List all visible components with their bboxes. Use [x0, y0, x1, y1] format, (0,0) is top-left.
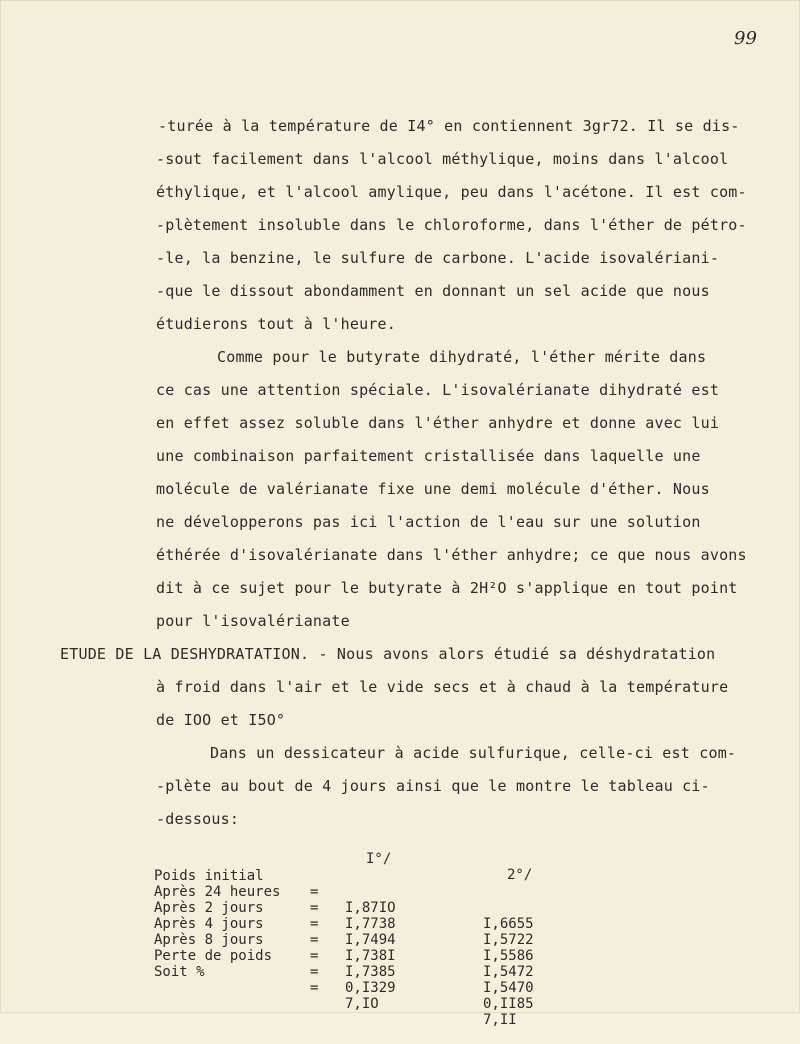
equals-sign: = — [310, 980, 319, 996]
text-line: éthylique, et l'alcool amylique, peu dans l'acétone. Il est com- — [156, 183, 747, 201]
text-line: pour l'isovalérianate — [156, 612, 350, 630]
value-1: I,7385 — [345, 964, 396, 980]
value-1: I,87IO — [345, 900, 396, 916]
equals-sign: = — [310, 948, 319, 964]
text-line: ne développerons pas ici l'action de l'eau sur une solution — [156, 513, 701, 531]
equals-sign: = — [310, 884, 319, 900]
row-label: Après 24 heures — [154, 884, 281, 900]
text-line: en effet assez soluble dans l'éther anhydre et donne avec lui — [156, 414, 720, 432]
value-2: I,5586 — [483, 948, 534, 964]
page-number: 99 — [734, 28, 757, 49]
text-line: -que le dissout abondamment en donnant un sel acide que nous — [156, 282, 710, 300]
text-line: -le, la benzine, le sulfure de carbone. L'acide isovalériani- — [156, 249, 720, 267]
text-line: à froid dans l'air et le vide secs et à chaud à la température — [156, 678, 729, 696]
text-line: de IOO et I5O° — [156, 711, 286, 729]
row-label: Après 2 jours — [154, 900, 264, 916]
text-line: -sout facilement dans l'alcool méthylique, moins dans l'alcool — [156, 150, 729, 168]
text-line: -plète au bout de 4 jours ainsi que le montre le tableau ci- — [156, 777, 710, 795]
value-1: 7,IO — [345, 996, 379, 1012]
value-2: I,5472 — [483, 964, 534, 980]
value-2: 0,II85 — [483, 996, 534, 1012]
text-line: étudierons tout à l'heure. — [156, 315, 396, 333]
section-heading-line: ETUDE DE LA DESHYDRATATION. - Nous avons alors étudié sa déshydratation — [60, 645, 716, 663]
text-line: -plètement insoluble dans le chloroforme, dans l'éther de pétro- — [156, 216, 747, 234]
row-label: Après 4 jours — [154, 916, 264, 932]
text-line: une combinaison parfaitement cristallisée dans laquelle une — [156, 447, 701, 465]
value-1: 0,I329 — [345, 980, 396, 996]
text-line: Dans un dessicateur à acide sulfurique, celle-ci est com- — [210, 744, 737, 762]
value-2: 7,II — [483, 1012, 517, 1028]
value-1: I,738I — [345, 948, 396, 964]
text-line: éthérée d'isovalérianate dans l'éther anhydre; ce que nous avons — [156, 546, 747, 564]
equals-sign: = — [310, 900, 319, 916]
value-2: I,5722 — [483, 932, 534, 948]
text-line: dit à ce sujet pour le butyrate à 2H²O s'applique en tout point — [156, 579, 738, 597]
text-line: molécule de valérianate fixe une demi molécule d'éther. Nous — [156, 480, 710, 498]
row-label: Perte de poids — [154, 948, 273, 964]
value-2: I,6655 — [483, 916, 534, 932]
text-line: Comme pour le butyrate dihydraté, l'éther mérite dans — [217, 348, 707, 366]
row-label: Après 8 jours — [154, 932, 264, 948]
value-1: I,7494 — [345, 932, 396, 948]
row-label: Poids initial — [154, 868, 264, 884]
text-line: -dessous: — [156, 810, 240, 828]
text-line: ce cas une attention spéciale. L'isovalérianate dihydraté est — [156, 381, 720, 399]
value-2: I,5470 — [483, 980, 534, 996]
equals-sign: = — [310, 916, 319, 932]
equals-sign: = — [310, 932, 319, 948]
text-line: -turée à la température de I4° en contiennent 3gr72. Il se dis- — [158, 117, 740, 135]
value-1: I,7738 — [345, 916, 396, 932]
column-header: I°/ — [366, 851, 392, 867]
equals-sign: = — [310, 964, 319, 980]
column-header: 2°/ — [507, 867, 533, 883]
row-label: Soit % — [154, 964, 205, 980]
